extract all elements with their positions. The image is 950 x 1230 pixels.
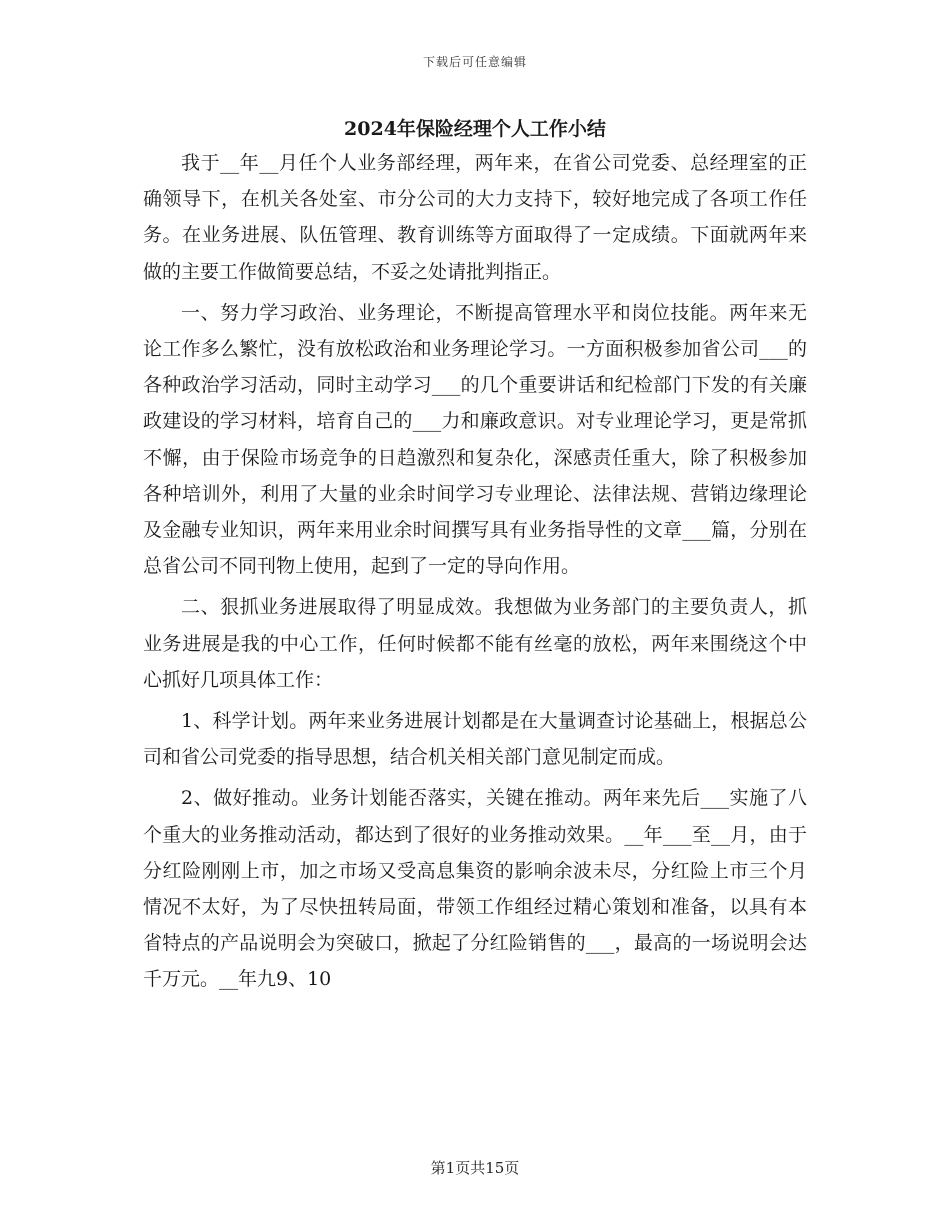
paragraph-intro: 我于__年__月任个人业务部经理，两年来，在省公司党委、总经理室的正确领导下，在机关各处室、市分公司的大力支持下，较好地完成了各项工作任务。在业务进展、队伍管理、教育训练等方面取得了一定成绩。下面就两年来做的主要工作做简要总结，不妥之处请批判指正。 — [143, 152, 807, 283]
page-number-footer: 第1页共15页 — [430, 1159, 520, 1177]
paragraph-item-1: 1、科学计划。两年来业务进展计划都是在大量调查讨论基础上，根据总公司和省公司党委的指导思想，结合机关相关部门意见制定而成。 — [143, 710, 807, 769]
paragraph-item-2: 2、做好推动。业务计划能否落实，关键在推动。两年来先后___实施了八个重大的业务推动活动，都达到了很好的业务推动效果。__年___至__月，由于分红险刚刚上市，加之市场又受高息集资的影响余波未尽，分红险上市三个月情况不太好，为了尽快扭转局面，带领工作组经过精心策划和准备，以具有本省特点的产品说明会为突破口，掀起了分红险销售的___，最高的一场说明会达千万元。__年九9、10 — [143, 787, 807, 991]
paragraph-section-2: 二、狠抓业务进展取得了明显成效。我想做为业务部门的主要负责人，抓业务进展是我的中心工作，任何时候都不能有丝毫的放松，两年来围绕这个中心抓好几项具体工作： — [143, 596, 807, 691]
page-header-note: 下载后可任意编辑 — [422, 55, 527, 69]
document-body — [143, 145, 807, 1003]
paragraph-section-1: 一、努力学习政治、业务理论，不断提高管理水平和岗位技能。两年来无论工作多么繁忙，没有放松政治和业务理论学习。一方面积极参加省公司___的各种政治学习活动，同时主动学习___的几个重要讲话和纪检部门下发的有关廉政建设的学习材料，培育自己的___力和廉政意识。对专业理论学习，更是常抓不懈，由于保险市场竞争的日趋激烈和复杂化，深感责任重大，除了积极参加各种培训外，利用了大量的业余时间学习专业理论、法律法规、营销边缘理论及金融专业知识，两年来用业余时间撰写具有业务指导性的文章___篇，分别在总省公司不同刊物上使用，起到了一定的导向作用。 — [143, 301, 807, 578]
document-title: 2024年保险经理个人工作小结 — [344, 118, 606, 140]
